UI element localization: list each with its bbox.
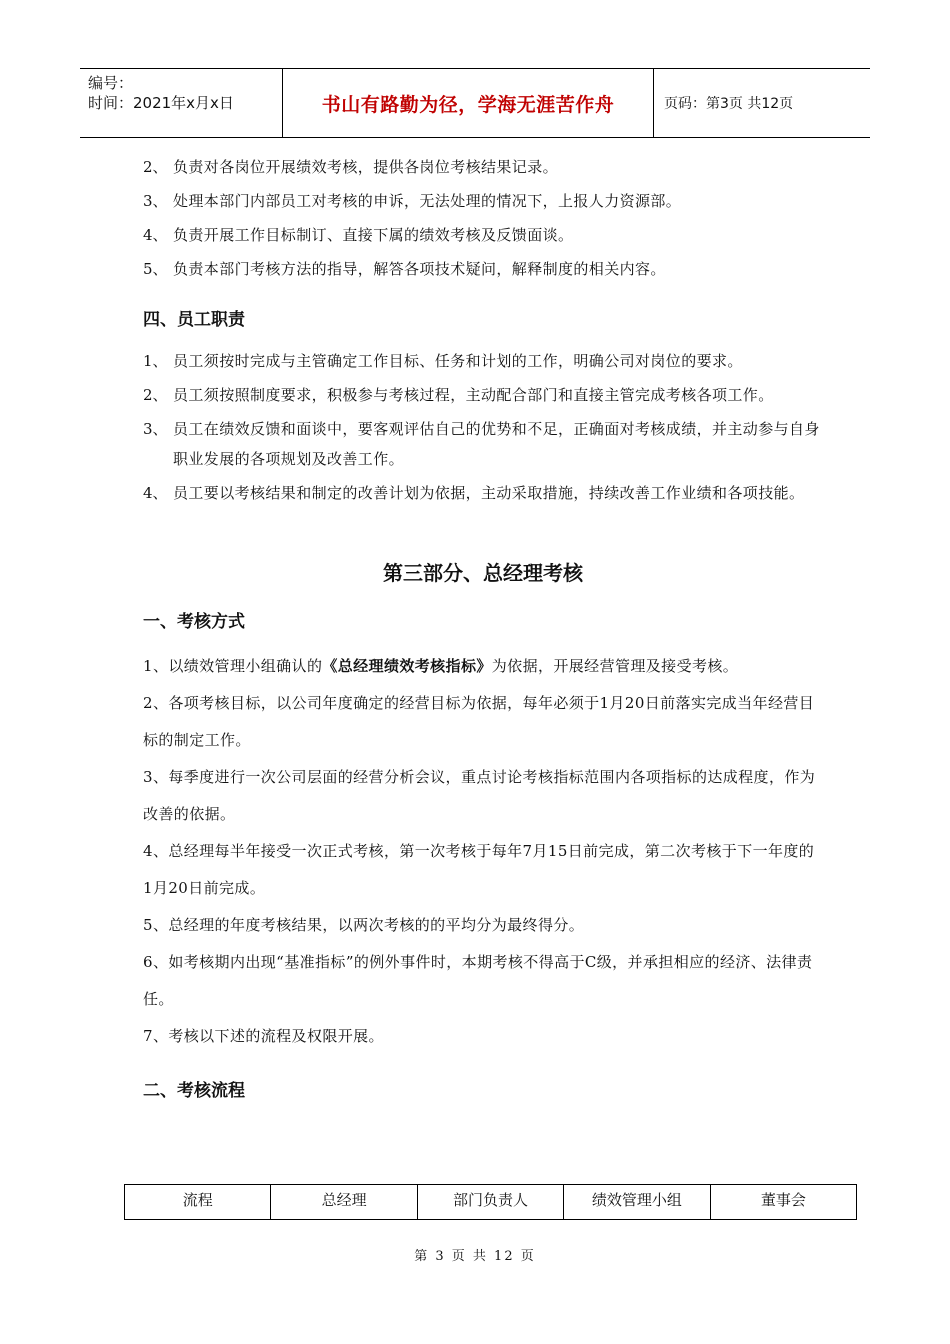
list-item: 4、 员工要以考核结果和制定的改善计划为依据，主动采取措施，持续改善工作业绩和各项技能。 bbox=[143, 484, 805, 502]
header-motto-cell bbox=[282, 69, 654, 137]
section-heading-employee-duties: 四、员工职责 bbox=[143, 310, 245, 330]
list-item: 3、 员工在绩效反馈和面谈中，要客观评估自己的优势和不足，正确面对考核成绩，并主动参与自身职业发展的各项规划及改善工作。 bbox=[143, 420, 820, 468]
document-header bbox=[80, 68, 870, 138]
paragraph-4: 4、总经理每半年接受一次正式考核，第一次考核于每年7月15日前完成，第二次考核于下一年度的1月20日前完成。 bbox=[143, 842, 815, 897]
indicator-title: 《总经理绩效考核指标》 bbox=[322, 657, 492, 675]
header-page-info bbox=[654, 69, 870, 137]
section-heading-assessment-flow: 二、考核流程 bbox=[143, 1081, 245, 1101]
part-title: 第三部分、总经理考核 bbox=[383, 561, 583, 585]
list-item: 3、 处理本部门内部员工对考核的申诉，无法处理的情况下，上报人力资源部。 bbox=[143, 192, 682, 210]
paragraph-2: 2、各项考核目标，以公司年度确定的经营目标为依据，每年必须于1月20日前落实完成当年经营目标的制定工作。 bbox=[143, 694, 815, 749]
list-item: 5、 负责本部门考核方法的指导，解答各项技术疑问，解释制度的相关内容。 bbox=[143, 260, 666, 278]
table-header-cell: 董事会 bbox=[710, 1185, 856, 1219]
table-header-cell: 部门负责人 bbox=[417, 1185, 563, 1219]
table-header-cell: 流程 bbox=[182, 1191, 213, 1209]
page-content bbox=[143, 152, 823, 1117]
dept-duties-list bbox=[143, 152, 823, 284]
paragraph-5: 5、总经理的年度考核结果，以两次考核的的平均分为最终得分。 bbox=[143, 916, 585, 934]
date-label: 时间：2021年x月x日 bbox=[88, 94, 234, 112]
employee-duties-list bbox=[143, 346, 823, 508]
flow-table-header bbox=[124, 1184, 857, 1220]
section-heading-assessment-method: 一、考核方式 bbox=[143, 612, 245, 632]
list-item: 2、 负责对各岗位开展绩效考核，提供各岗位考核结果记录。 bbox=[143, 158, 559, 176]
list-item: 1、 员工须按时完成与主管确定工作目标、任务和计划的工作，明确公司对岗位的要求。 bbox=[143, 352, 743, 370]
list-item: 4、 负责开展工作目标制订、直接下属的绩效考核及反馈面谈。 bbox=[143, 226, 574, 244]
page-info: 页码：第3页 共12页 bbox=[664, 96, 794, 112]
motto: 书山有路勤为径，学海无涯苦作舟 bbox=[321, 93, 615, 116]
paragraph-1: 1、以绩效管理小组确认的《总经理绩效考核指标》为依据，开展经营管理及接受考核。 bbox=[143, 657, 739, 675]
code-label: 编号： bbox=[88, 74, 134, 92]
paragraph-7: 7、考核以下述的流程及权限开展。 bbox=[143, 1027, 384, 1045]
header-meta bbox=[80, 69, 282, 137]
list-item: 2、 员工须按照制度要求，积极参与考核过程，主动配合部门和直接主管完成考核各项工作。 bbox=[143, 386, 774, 404]
paragraph-3: 3、每季度进行一次公司层面的经营分析会议，重点讨论考核指标范围内各项指标的达成程度，作为改善的依据。 bbox=[143, 768, 816, 823]
page-footer: 第 3 页 共 12 页 bbox=[414, 1249, 536, 1264]
paragraph-6: 6、如考核期内出现“基准指标”的例外事件时，本期考核不得高于C级，并承担相应的经济、法律责任。 bbox=[143, 953, 813, 1008]
table-header-cell: 绩效管理小组 bbox=[563, 1185, 709, 1219]
table-header-cell: 总经理 bbox=[270, 1185, 416, 1219]
